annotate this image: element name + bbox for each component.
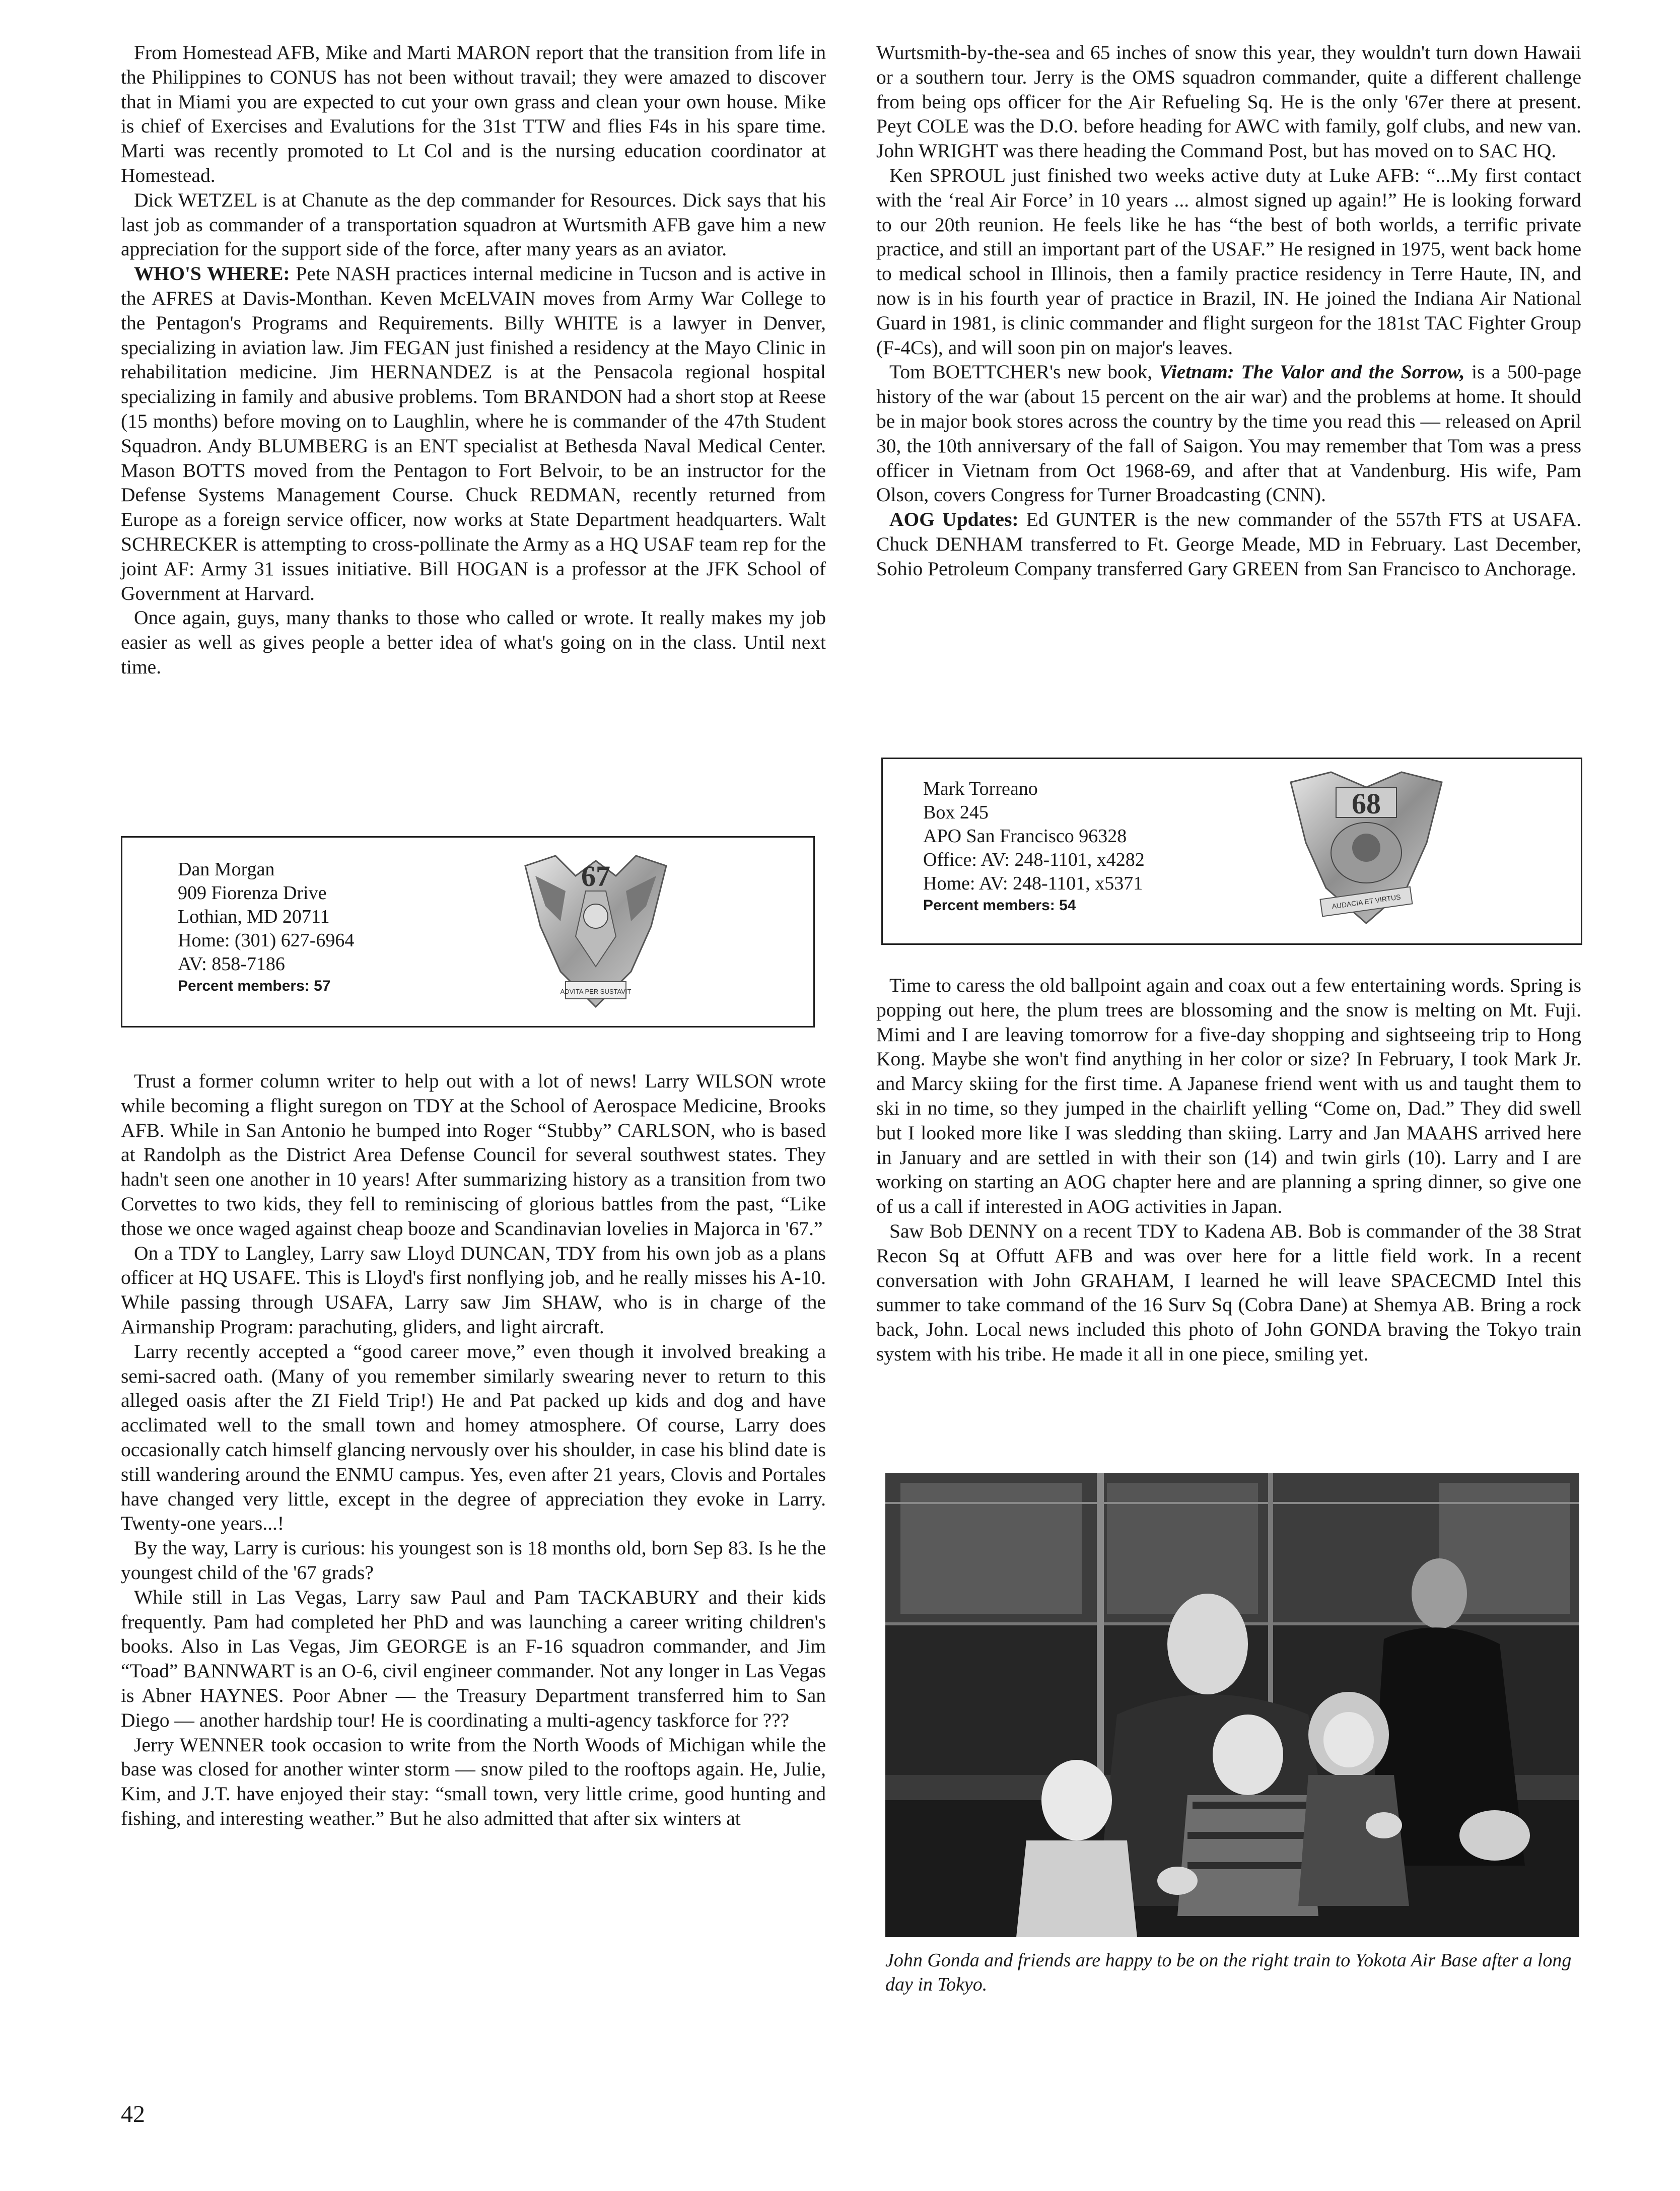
paragraph-ballpoint: Time to caress the old ballpoint again and coax out a few entertaining words. Spring is popping out here, the plum trees are blossoming and the snow is melting on Mt. Fuji. Mimi and I are leaving tomorrow for a five-day shopping and sightseeing trip to Hong Kong. Maybe she won't find anything in her color or size? In February, I took Mark Jr. and Marcy skiing for the first time. A Japanese friend went with us and taught them to ski in no time, so they jumped in the chairlift yelling “Come on, Dad.” They did swell but I looked more like I was sledding than skiing. Larry and Jan MAAHS arrived here in January and are settled in with their son (14) and twin girls (10). Larry and I are working on starting an AOG chapter here and are planning a spring dinner, so give one of us a call if interested in AOG activities in Japan. — [876, 974, 1581, 1218]
percent-members: Percent members: 54 — [923, 897, 1076, 914]
paragraph-wilson: Trust a former column writer to help out with a lot of news! Larry WILSON wrote while becoming a flight suregon on TDY at the School of Aerospace Medicine, Brooks AFB. While in San Antonio he bumped into Roger “Stubby” CARLSON, who is based at Randolph as the District Area Defense Council for several southwest states. They hadn't seen one another in 10 years! After summarizing history as a transition from two Corvettes to two kids, they fell to reminiscing of glorious battles from the past, “Like those we once waged against cheap booze and Scandinavian lovelies in Majorca in '67.” — [121, 1070, 826, 1240]
contact-office-phone: Office: AV: 248-1101, x4282 — [923, 849, 1145, 870]
right-column-top — [876, 40, 1581, 581]
paragraph-maron: From Homestead AFB, Mike and Marti MARON report that the transition from life in the Philippines to CONUS has not been without travail; they were amazed to discover that in Miami you are expected to cut your own grass and clean your own house. Mike is chief of Exercises and Evalutions for the 31st TTW and flies F4s in his spare time. Marti was recently promoted to Lt Col and is the nursing education coordinator at Homestead. — [121, 41, 826, 186]
crest-number-67: 67 — [581, 860, 610, 893]
percent-members: Percent members: 57 — [178, 978, 331, 994]
crest-motto-67: ADVITA PER SUSTAVIT — [560, 988, 632, 995]
contact-street: 909 Fiorenza Drive — [178, 882, 327, 904]
whos-where-heading: WHO'S WHERE: — [134, 262, 290, 285]
right-column-bottom — [876, 973, 1581, 1366]
aog-updates-heading: AOG Updates: — [889, 508, 1019, 531]
paragraph-youngest-son: By the way, Larry is curious: his youngest son is 18 months old, born Sep 83. Is he the youngest child of the '67 grads? — [121, 1537, 826, 1584]
paragraph-wetzel: Dick WETZEL is at Chanute as the dep commander for Resources. Dick says that his last job as commander of a transportation squadron at Wurtsmith AFB gave him a new appreciation for the support side of the force, after many years as an aviator. — [121, 188, 826, 260]
whos-where-body: Pete NASH practices internal medicine in Tucson and is active in the AFRES at Davis-Monthan. Keven McELVAIN moves from Army War College to the Pentagon's Programs and Requirements. Billy WHITE is a lawyer in Denver, specializing in aviation law. Jim FEGAN just finished a residency at the Mayo Clinic in rehabilitation medicine. Jim HERNANDEZ is at the Pensacola regional hospital specializing in family and abusive problems. Tom BRANDON had a short stop at Reese (15 months) before moving on to Laughlin, where he is commander of the 47th Student Squadron. Andy BLUMBERG is an ENT specialist at Bethesda Naval Medical Center. Mason BOTTS moved from the Pentagon to Fort Belvoir, to be an instructor for the Defense Systems Management Course. Chuck REDMAN, recently returned from Europe as a foreign service officer, now works at State Department headquarters. Walt SCHRECKER is attempting to cross-pollinate the Army as a HQ USAF team rep for the joint AF: Army 31 issues initiative. Bill HOGAN is a professor at the JFK School of Government at Harvard. — [121, 262, 826, 604]
contact-name: Mark Torreano — [923, 778, 1038, 799]
contact-box-number: Box 245 — [923, 802, 989, 823]
photo-caption: John Gonda and friends are happy to be on the right train to Yokota Air Base after a long day in Tokyo. — [885, 1950, 1572, 1995]
crest-number-68: 68 — [1352, 787, 1381, 820]
class-67-contact-box — [121, 836, 815, 1028]
contact-name: Dan Morgan — [178, 859, 275, 880]
contact-city: Lothian, MD 20711 — [178, 906, 330, 927]
contact-av-phone: AV: 858-7186 — [178, 953, 285, 975]
class-67-address — [178, 858, 354, 996]
paragraph-whos-where — [121, 261, 826, 605]
paragraph-duncan: On a TDY to Langley, Larry saw Lloyd DUNCAN, TDY from his own job as a plans officer at HQ USAFE. This is Lloyd's first nonflying job, and he really misses his A-10. While passing through USAFA, Larry saw Jim SHAW, who is in charge of the Airmanship Program: parachuting, gliders, and light aircraft. — [121, 1242, 826, 1338]
boettcher-body: is a 500-page history of the war (about 15 percent on the air war) and the problems at home. It should be in major book stores across the country by the time you read this — released on April 30, the 10th anniversary of the fall of Saigon. You may remember that Tom was a press officer in Vietnam from Oct 1968-69, and after that at Vandenburg. His wife, Pam Olson, covers Congress for Turner Broadcasting (CNN). — [876, 361, 1581, 506]
paragraph-wenner: Jerry WENNER took occasion to write from the North Woods of Michigan while the base was closed for another winter storm — snow piled to the rooftops again. He, Julie, Kim, and J.T. have enjoyed their stay: “small town, very little crime, good hunting and fishing, and interesting weather.” But he also admitted that after six winters at — [121, 1733, 826, 1829]
book-title: Vietnam: The Valor and the Sorrow, — [1159, 361, 1465, 383]
contact-home-phone: Home: AV: 248-1101, x5371 — [923, 873, 1143, 894]
aog-updates-body: Ed GUNTER is the new commander of the 557th FTS at USAFA. Chuck DENHAM transferred to Ft. George Meade, MD in February. Last December, Sohio Petroleum Company transferred Gary GREEN from San Francisco to Anchorage. — [876, 508, 1581, 580]
paragraph-las-vegas: While still in Las Vegas, Larry saw Paul and Pam TACKABURY and their kids frequently. Pam had completed her PhD and was launching a career writing children's books. Also in Las Vegas, Jim GEORGE is an F-16 squadron commander, and Jim “Toad” BANNWART is an O-6, civil engineer commander. Not any longer in Las Vegas is Abner HAYNES. Poor Abner — the Treasury Department transferred him to San Diego — another hardship tour! He is coordinating a multi-agency taskforce for ??? — [121, 1586, 826, 1731]
contact-home-phone: Home: (301) 627-6964 — [178, 930, 355, 951]
class-68-address — [923, 777, 1145, 916]
class-68-contact-box — [881, 758, 1582, 945]
page-number: 42 — [121, 2101, 145, 2128]
left-column-top — [121, 40, 826, 679]
crest-motto-68: AUDACIA ET VIRTUS — [1331, 893, 1402, 911]
class-68-crest-icon — [1286, 767, 1447, 929]
boettcher-intro: Tom BOETTCHER's new book, — [889, 361, 1159, 383]
paragraph-wurtsmith: Wurtsmith-by-the-sea and 65 inches of snow this year, they wouldn't turn down Hawaii or a southern tour. Jerry is the OMS squadron commander, quite a different challenge from being ops officer for the Air Refueling Sq. He is the only '67er there at present. Peyt COLE was the D.O. before heading for AWC with family, golf clubs, and new van. John WRIGHT was there heading the Command Post, but has moved on to SAC HQ. — [876, 41, 1581, 162]
paragraph-aog-updates — [876, 507, 1581, 581]
left-column-bottom — [121, 1069, 826, 1831]
paragraph-thanks: Once again, guys, many thanks to those who called or wrote. It really makes my job easier as well as gives people a better idea of what's going on in the class. Until next time. — [121, 606, 826, 678]
paragraph-boettcher — [876, 360, 1581, 507]
contact-apo: APO San Francisco 96328 — [923, 826, 1127, 847]
train-photo — [885, 1473, 1579, 1937]
class-67-crest-icon — [515, 846, 676, 1012]
paragraph-career-move: Larry recently accepted a “good career move,” even though it involved breaking a semi-sacred oath. (Many of you remember similarly swearing never to return to this alleged oasis after the ZI Field Trip!) He and Pat packed up kids and dog and have acclimated well to the small town and homey atmosphere. Of course, Larry does occasionally catch himself glancing nervously over his shoulder, in case his blind date is still wandering around the ENMU campus. Yes, even after 21 years, Clovis and Portales have changed very little, except in the degree of appreciation they evoke in Larry. Twenty-one years...! — [121, 1340, 826, 1535]
paragraph-sproul: Ken SPROUL just finished two weeks active duty at Luke AFB: “...My first contact with the ‘real Air Force’ in 10 years ... almost signed up again!” He is looking forward to our 20th reunion. He feels like he has “the best of both worlds, a terrific private practice, and still an important part of the USAF.” He resigned in 1975, went back home to medical school in Illinois, then a family practice residency in Terre Haute, IN, and now is in his fourth year of practice in Brazil, IN. He joined the Indiana Air National Guard in 1981, is clinic commander and flight surgeon for the 181st TAC Fighter Group (F-4Cs), and will soon pin on major's leaves. — [876, 164, 1581, 359]
paragraph-denny: Saw Bob DENNY on a recent TDY to Kadena AB. Bob is commander of the 38 Strat Recon Sq at Offutt AFB and was over here for a little field work. In a recent conversation with John GRAHAM, I learned he will leave SPACECMD Intel this summer to take command of the 16 Surv Sq (Cobra Dane) at Shemya AB. Bring a rock back, John. Local news included this photo of John GONDA braving the Tokyo train system with his tribe. He made it all in one piece, smiling yet. — [876, 1219, 1581, 1365]
